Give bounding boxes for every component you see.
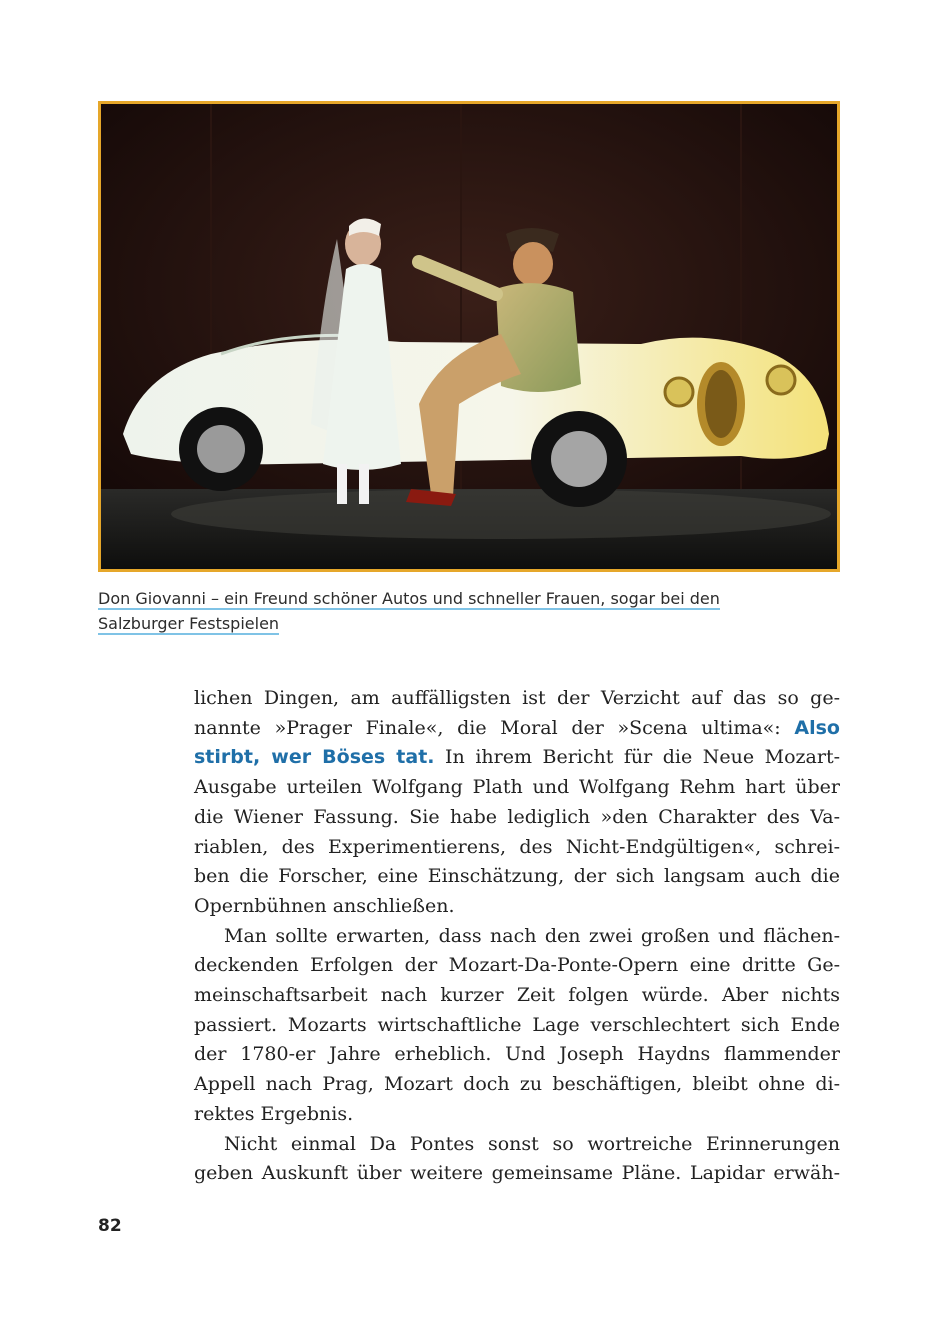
paragraph-1 bbox=[194, 684, 840, 922]
text-line: meinschaftsarbeit nach kurzer Zeit folgen würde. Aber nichts bbox=[194, 984, 840, 1007]
text-line: die Wiener Fassung. Sie habe lediglich »den Charakter des Va- bbox=[194, 805, 840, 828]
opera-stage-photo-icon bbox=[101, 104, 837, 569]
highlight-quote: stirbt, wer Böses tat. bbox=[194, 746, 435, 769]
text-line: der 1780-er Jahre erheblich. Und Joseph Haydns flammender bbox=[194, 1043, 840, 1066]
stage-photo bbox=[98, 101, 840, 572]
caption-line-1: Don Giovanni – ein Freund schöner Autos und schneller Frauen, sogar bei den bbox=[98, 589, 720, 608]
caption-line-2: Salzburger Festspielen bbox=[98, 614, 280, 633]
text-line: Opernbühnen anschließen. bbox=[194, 894, 455, 917]
text-line: Ausgabe urteilen Wolfgang Plath und Wolfgang Rehm hart über bbox=[194, 776, 840, 799]
text-span: nannte »Prager Finale«, die Moral der »Scena ultima«: bbox=[194, 716, 795, 739]
text-line: Nicht einmal Da Pontes sonst so wortreiche Erinnerungen bbox=[224, 1132, 840, 1155]
page-number: 82 bbox=[98, 1216, 122, 1236]
photo-caption bbox=[98, 586, 858, 636]
text-line: passiert. Mozarts wirtschaftliche Lage verschlechtert sich Ende bbox=[194, 1013, 840, 1036]
highlight-quote: Also bbox=[794, 716, 840, 739]
text-line: Appell nach Prag, Mozart doch zu beschäftigen, bleibt ohne di- bbox=[194, 1073, 840, 1096]
text-line: ben die Forscher, eine Einschätzung, der sich langsam auch die bbox=[194, 865, 840, 888]
text-line: geben Auskunft über weitere gemeinsame Pläne. Lapidar erwäh- bbox=[194, 1162, 840, 1185]
text-line: Man sollte erwarten, dass nach den zwei großen und flächen- bbox=[224, 924, 840, 947]
text-line: rektes Ergebnis. bbox=[194, 1102, 354, 1125]
text-line: lichen Dingen, am auffälligsten ist der Verzicht auf das so ge- bbox=[194, 687, 840, 709]
text-span: In ihrem Bericht für die Neue Mozart- bbox=[434, 746, 841, 769]
text-line: riablen, des Experimentierens, des Nicht-Endgültigen«, schrei- bbox=[194, 835, 840, 858]
text-line bbox=[194, 743, 840, 773]
body-text bbox=[194, 684, 840, 1189]
text-line: deckenden Erfolgen der Mozart-Da-Ponte-Opern eine dritte Ge- bbox=[194, 954, 840, 977]
text-line bbox=[194, 714, 840, 744]
paragraph-3 bbox=[194, 1130, 840, 1189]
paragraph-2 bbox=[194, 922, 840, 1130]
